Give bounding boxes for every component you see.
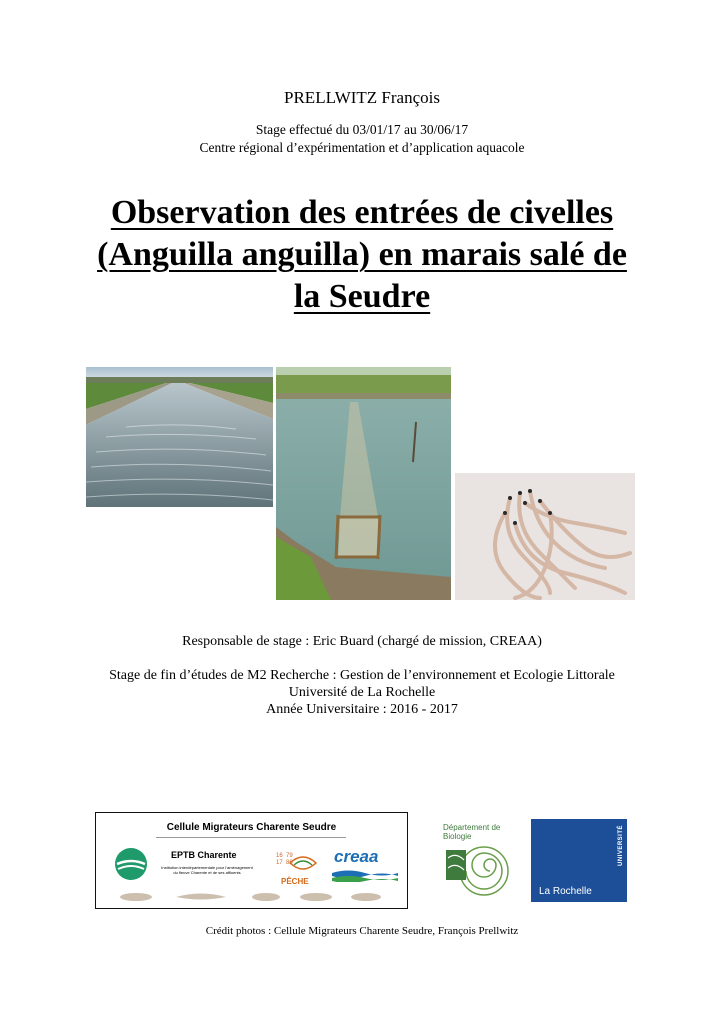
title-line-2: (Anguilla anguilla) en marais salé de [97, 236, 627, 273]
fish-emblem-icon [288, 851, 318, 875]
title-line-1: Observation des entrées de civelles [110, 194, 614, 231]
eptb-logo-icon [113, 846, 149, 882]
university-vertical-label: UNIVERSITÉ [618, 825, 624, 867]
net-in-channel-photo [276, 367, 451, 600]
glass-eels-photo [455, 473, 635, 600]
federation-label: PÊCHE [281, 877, 309, 886]
university-la-rochelle-logo [531, 819, 627, 902]
internship-centre: Centre régional d’expérimentation et d’application aquacole [199, 140, 525, 155]
biology-department-label: Département de Biologie [443, 823, 501, 841]
internship-period: Stage effectué du 03/01/17 au 30/06/17 [255, 122, 469, 137]
internship-info [0, 121, 724, 157]
degree-program: Stage de fin d’études de M2 Recherche : Gestion de l’environnement et Ecologie Littorale [109, 668, 615, 683]
degree-info [0, 667, 724, 718]
creaa-label: creaa [334, 847, 379, 866]
academic-year: Année Universitaire : 2016 - 2017 [266, 702, 458, 717]
partner-logos-box [95, 812, 408, 909]
title-line-3: la Seudre [293, 278, 431, 315]
university-name: Université de La Rochelle [288, 685, 436, 700]
cellule-migrateurs-title: Cellule Migrateurs Charente Seudre [166, 822, 337, 833]
university-logo-label: La Rochelle [539, 886, 592, 897]
supervisor-info: Responsable de stage : Eric Buard (chargé de mission, CREAA) [182, 634, 542, 649]
migratory-fish-silhouettes-icon [116, 890, 396, 904]
ammonite-logo-icon [440, 838, 512, 904]
eptb-label: EPTB Charente [171, 850, 237, 860]
eptb-subtitle: Institution interdépartementale pour l’aménagement du fleuve Charente et de ses affluents [161, 865, 253, 875]
photo-credit: Crédit photos : Cellule Migrateurs Charente Seudre, François Prellwitz [205, 925, 519, 937]
creaa-wave-icon [332, 868, 398, 882]
document-title [0, 192, 724, 318]
federation-years: 16 79 17 86 [276, 853, 293, 866]
canal-photo [86, 367, 273, 507]
author-name: PRELLWITZ François [284, 88, 440, 107]
